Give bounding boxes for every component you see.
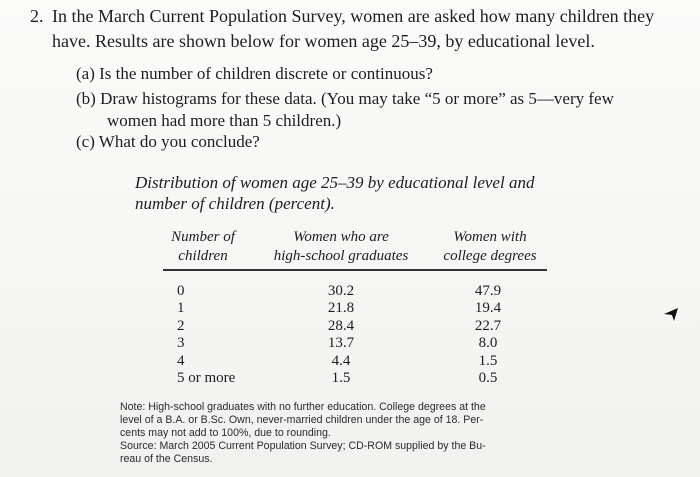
table-cell-high-school: 28.4	[327, 317, 355, 334]
table-header-rule	[163, 269, 547, 271]
table-cell-college: 1.5	[478, 352, 498, 369]
table-cell-college: 22.7	[474, 317, 502, 334]
question-intro-line-2: have. Results are shown below for women age 25–39, by educational level.	[52, 31, 595, 51]
table-cell-children: 4	[177, 352, 185, 369]
note-line-2: level of a B.A. or B.Sc. Own, never-married children under the age of 18. Per-	[120, 414, 484, 426]
table-cell-children: 5 or more	[177, 370, 236, 387]
table-cell-college: 19.4	[474, 300, 502, 317]
column-header-children-line-1: Number of	[171, 229, 235, 245]
column-header-college-line-1: Women with	[453, 229, 527, 245]
part-b-line-1: (b) Draw histograms for these data. (You may take “5 or more” as 5—very few	[76, 89, 614, 108]
column-header-children	[158, 228, 248, 266]
table-cell-college: 8.0	[478, 335, 498, 352]
table-title-line-1: Distribution of women age 25–39 by educational level and	[135, 173, 535, 192]
table-cell-children: 3	[177, 335, 185, 352]
table-cell-high-school: 1.5	[331, 370, 351, 387]
note-line-5: reau of the Census.	[120, 453, 213, 465]
part-b-line-2: women had more than 5 children.)	[107, 111, 342, 130]
college-column	[453, 283, 523, 387]
question-intro-line-1: In the March Current Population Survey, women are asked how many children they	[52, 6, 655, 26]
table-cell-children: 1	[177, 300, 185, 317]
children-column	[177, 283, 247, 387]
column-header-high-school-line-1: Women who are	[293, 229, 389, 245]
table-cell-high-school: 4.4	[331, 352, 351, 369]
note-line-3: cents may not add to 100%, due to rounding.	[120, 427, 331, 439]
column-header-children-line-2: children	[178, 248, 228, 264]
table-cell-high-school: 21.8	[327, 300, 355, 317]
table-title	[135, 172, 534, 214]
column-header-college-line-2: college degrees	[443, 248, 537, 264]
arrow-pointer-icon	[663, 306, 679, 322]
table-cell-children: 2	[177, 317, 185, 334]
table-cell-high-school: 30.2	[327, 283, 355, 299]
question-number: 2.	[30, 6, 44, 26]
column-header-high-school	[256, 228, 426, 266]
table-cell-college: 0.5	[478, 370, 498, 387]
table-note	[120, 401, 565, 466]
column-header-college	[428, 228, 552, 266]
part-a: (a) Is the number of children discrete or continuous?	[76, 64, 433, 83]
note-line-1: Note: High-school graduates with no further education. College degrees at the	[120, 401, 486, 413]
table-cell-high-school: 13.7	[327, 335, 355, 352]
table-cell-children: 0	[177, 283, 185, 299]
part-c: (c) What do you conclude?	[76, 132, 260, 151]
high-school-column	[306, 283, 376, 387]
column-header-high-school-line-2: high-school graduates	[273, 248, 409, 264]
note-line-4: Source: March 2005 Current Population Survey; CD-ROM supplied by the Bu-	[120, 440, 486, 452]
table-cell-college: 47.9	[474, 283, 502, 299]
table-title-line-2: number of children (percent).	[135, 194, 335, 213]
